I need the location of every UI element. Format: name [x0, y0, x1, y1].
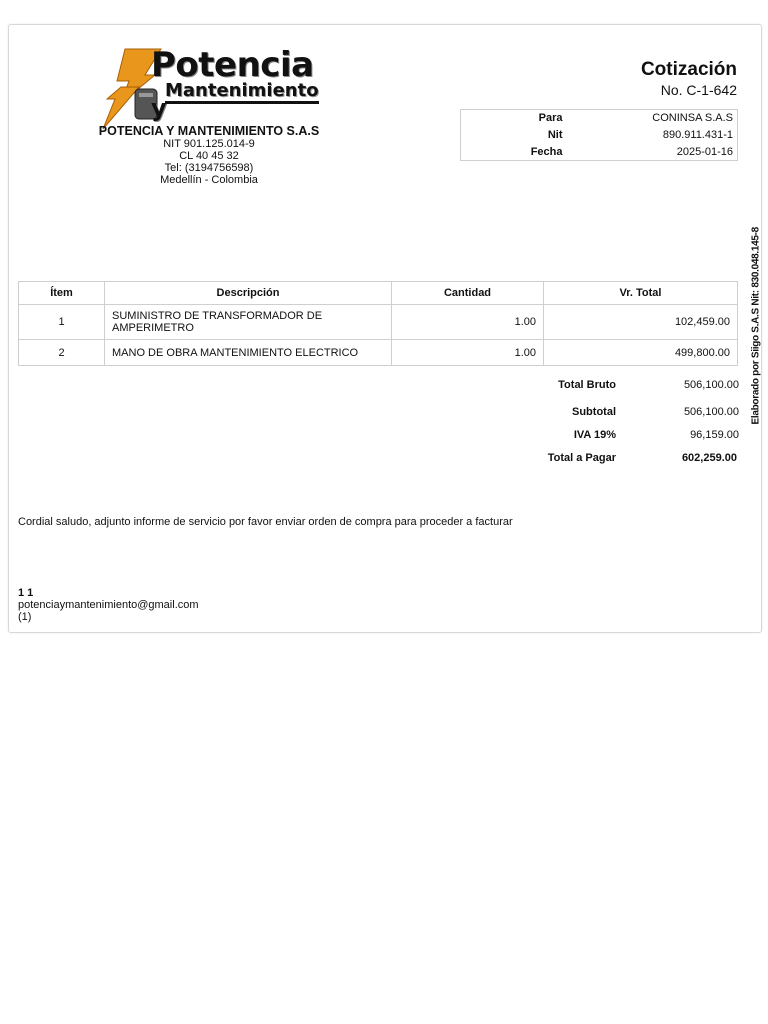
total-bruto-value: 506,100.00 [683, 379, 739, 391]
total-bruto-label: Total Bruto [558, 379, 616, 391]
header-quantity: Cantidad [392, 282, 544, 305]
row-total: 499,800.00 [544, 340, 738, 366]
client-value: CONINSA S.A.S [652, 112, 733, 125]
document-title: Cotización [640, 59, 737, 80]
total-pagar-label: Total a Pagar [547, 452, 616, 464]
company-phone: Tel: (3194756598) [164, 162, 254, 174]
items-table [18, 281, 738, 366]
total-pagar-line [529, 447, 739, 470]
footer-email: potenciaymantenimiento@gmail.com [18, 599, 199, 611]
client-label: Para [538, 112, 563, 125]
company-logo [95, 45, 335, 129]
items-header-row [19, 282, 738, 305]
iva-value: 96,159.00 [690, 429, 739, 441]
row-total: 102,459.00 [544, 305, 738, 340]
company-info [69, 125, 349, 186]
client-row [461, 110, 738, 127]
row-item: 1 [19, 305, 105, 340]
footer-contact [18, 587, 199, 623]
table-row [19, 340, 738, 366]
client-nit-row [461, 127, 738, 144]
row-quantity: 1.00 [392, 305, 544, 340]
row-item: 2 [19, 340, 105, 366]
total-pagar-value: 602,259.00 [681, 452, 737, 464]
company-city: Medellín - Colombia [160, 174, 258, 186]
row-description: MANO DE OBRA MANTENIMIENTO ELECTRICO [105, 340, 392, 366]
footer-line-1: 1 1 [18, 587, 34, 599]
quotation-sheet [8, 24, 762, 633]
total-bruto-line [529, 374, 739, 397]
company-address: CL 40 45 32 [179, 150, 239, 162]
client-info-table [460, 109, 738, 161]
row-description: SUMINISTRO DE TRANSFORMADOR DE AMPERIMETRO [105, 305, 392, 340]
side-note-text: Elaborado por Siigo S.A.S Nit: 830.048.145-8 [750, 227, 762, 425]
date-label: Fecha [530, 145, 563, 158]
iva-label: IVA 19% [573, 429, 616, 441]
company-name: POTENCIA Y MANTENIMIENTO S.A.S [98, 124, 320, 138]
header-description: Descripción [105, 282, 392, 305]
row-quantity: 1.00 [392, 340, 544, 366]
company-nit: NIT 901.125.014-9 [163, 138, 255, 150]
date-value: 2025-01-16 [676, 145, 733, 158]
subtotal-line [529, 401, 739, 424]
logo-text-mantenimiento: Mantenimiento [165, 81, 319, 104]
header-total: Vr. Total [544, 282, 738, 305]
document-header [641, 59, 737, 98]
table-row [19, 305, 738, 340]
vertical-side-note [749, 227, 763, 426]
logo-text-potencia: Potencia y [151, 45, 314, 122]
totals-block [529, 374, 739, 470]
header-item: Ítem [19, 282, 105, 305]
subtotal-label: Subtotal [572, 406, 616, 418]
footer-line-3: (1) [18, 611, 32, 623]
document-number: No. C-1-642 [660, 82, 737, 98]
client-nit-value: 890.911.431-1 [662, 129, 733, 141]
iva-line [529, 424, 739, 447]
subtotal-value: 506,100.00 [683, 406, 739, 418]
date-row [461, 144, 738, 161]
message-note: Cordial saludo, adjunto informe de servicio por favor enviar orden de compra para proceder a facturar [18, 516, 513, 528]
client-nit-label: Nit [547, 129, 563, 141]
